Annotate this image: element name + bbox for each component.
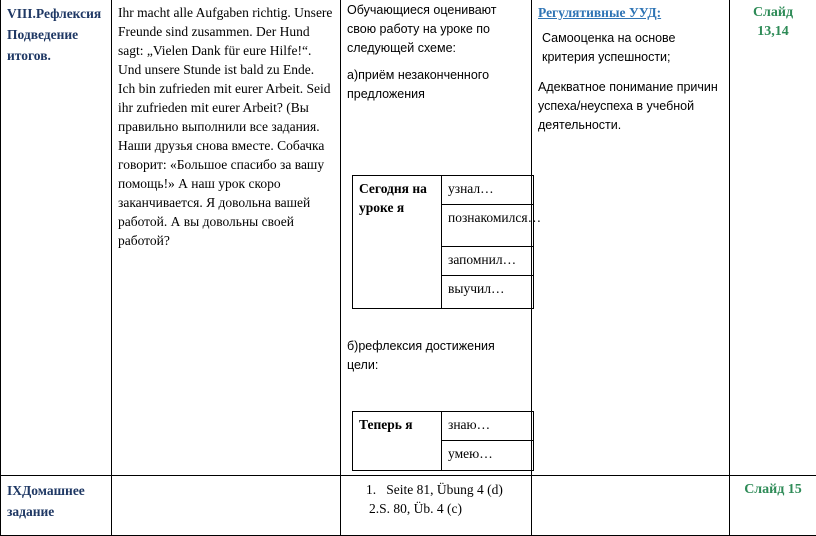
goal-reflection-table: [352, 411, 534, 471]
method-a-label: а)приём незаконченного предложения: [347, 66, 527, 104]
teacher-text: Ihr macht alle Aufgaben richtig. Unsere Freunde sind zusammen. Der Hund sagt: „Vielen Dank für eure Hilfe!“. Und unsere Stunde ist bald zu Ende. Ich bin zufrieden mit eurer Arbeit. Seid ihr zufrieden mit eurer Arbeit? (Вы правильно выполнили все задания. Наши друзья снова вместе. Собачка говорит: «Большое спасибо за вашу помощь!» А наш урок скоро заканчивается. Я довольна вашей работой. А вы довольны своей работой?: [118, 3, 334, 250]
unfinished-sentence-table: [352, 175, 534, 309]
stage-title: VIII.Рефлексия Подведение итогов.: [7, 3, 105, 66]
stage-cell: [1, 0, 112, 476]
uud-item: Адекватное понимание причин успеха/неуспеха в учебной деятельности.: [538, 78, 723, 135]
teacher-cell: [112, 0, 341, 476]
inner-item: узнал…: [442, 176, 534, 205]
inner-item: запомнил…: [442, 247, 534, 276]
uud-cell: [532, 476, 730, 536]
inner-label-now: Теперь я: [353, 412, 442, 471]
table-row-homework: [1, 476, 816, 536]
slide-label: Слайд 13,14: [736, 3, 810, 41]
stage-title: IXДомашнее задание: [7, 480, 105, 522]
homework-list: [366, 480, 525, 518]
slide-label: Слайд 15: [736, 480, 810, 499]
list-item: 2.S. 80, Üb. 4 (c): [366, 499, 525, 518]
inner-item: знаю…: [442, 412, 534, 441]
uud-cell: [532, 0, 730, 476]
list-item: 1. Seite 81, Übung 4 (d): [366, 480, 525, 499]
method-b-label: б)рефлексия достижения цели:: [347, 337, 527, 375]
uud-item: Самооценка на основе критерия успешности;: [538, 29, 723, 67]
inner-item: познакомился…: [442, 205, 534, 247]
table-row-reflection: [1, 0, 816, 476]
stage-cell: [1, 476, 112, 536]
inner-item: выучил…: [442, 276, 534, 309]
teacher-cell: [112, 476, 341, 536]
inner-label-today: Сегодня на уроке я: [353, 176, 442, 309]
slide-cell: [730, 0, 816, 476]
students-intro: Обучающиеся оценивают свою работу на уроке по следующей схеме:: [347, 1, 527, 58]
homework-cell: [341, 476, 532, 536]
slide-cell: [730, 476, 816, 536]
inner-item: умею…: [442, 441, 534, 471]
uud-heading: Регулятивные УУД:: [538, 3, 723, 22]
students-cell: [341, 0, 532, 476]
